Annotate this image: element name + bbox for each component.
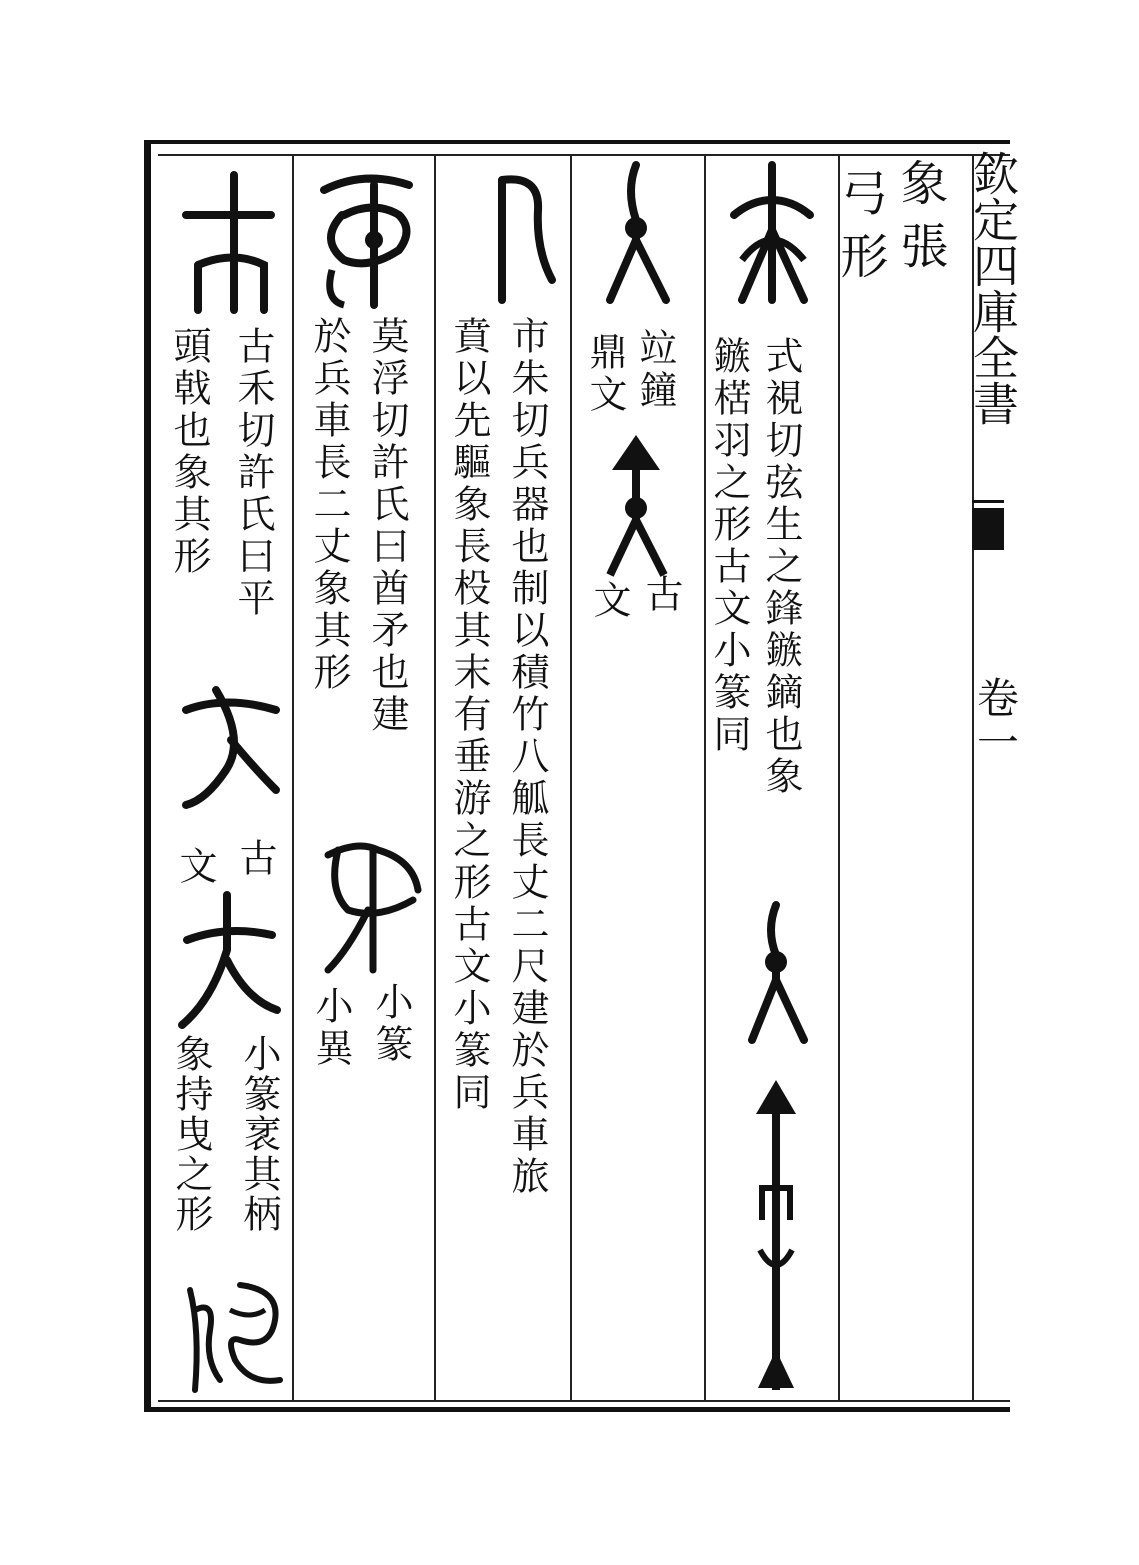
entry-text-c5c: 小篆 — [369, 982, 413, 1066]
volume-label: 卷一 — [971, 676, 1020, 764]
entry-text-c6a: 古禾切許氏曰平 — [231, 326, 275, 620]
seal-mao-xiaozhuan-icon — [318, 830, 428, 980]
seal-shi-arrow-icon — [722, 160, 822, 310]
entry-text-c3d: 文 — [587, 580, 631, 622]
seal-ge-icon — [176, 170, 276, 320]
seal-ge-xiaozhuan-a-icon — [172, 890, 282, 1030]
entry-text-c2a: 式視切弦生之鋒鏃鏑也象 — [759, 336, 803, 798]
entry-text-c2b: 鏃楛羽之形古文小篆同 — [707, 336, 751, 756]
book-title-margin: 欽定四庫全書 — [966, 150, 1020, 426]
entry-text-c6d: 文 — [173, 846, 217, 888]
seal-ge-xiaozhuan-b-icon — [180, 1270, 290, 1400]
entry-text-c5b: 於兵車長二丈象其形 — [307, 316, 351, 694]
fishtail-mark — [972, 508, 1004, 550]
column-rule — [434, 154, 436, 1400]
entry-text-c3a: 竝鐘 — [633, 328, 677, 412]
column-rule — [570, 154, 572, 1400]
seal-shu-icon — [480, 170, 560, 310]
entry-text-c5d: 小異 — [309, 986, 353, 1070]
seal-mao-icon — [314, 160, 424, 310]
entry-text-c6c: 古 — [233, 838, 277, 880]
entry-text-c3b: 鼎文 — [583, 332, 627, 416]
seal-ge-guwen-icon — [176, 680, 286, 810]
seal-shi-arrow-variant-icon — [598, 430, 678, 580]
frame-inner-bottom — [158, 1400, 1010, 1402]
seal-shi-long-arrow-icon — [742, 1070, 812, 1400]
entry-text-c6f: 象持曳之形 — [169, 1034, 213, 1234]
entry-text-c1a: 象張 — [892, 158, 948, 284]
seal-shi-bronze-icon — [738, 900, 818, 1050]
entry-text-c3c: 古 — [639, 574, 683, 616]
seal-shi-arrow-guwen-icon — [600, 160, 680, 310]
entry-text-c6e: 小篆衺其柄 — [237, 1034, 281, 1234]
entry-text-c6b: 頭戟也象其形 — [167, 326, 211, 578]
column-rule — [838, 154, 840, 1400]
frame-inner-top — [158, 154, 1010, 156]
column-rule — [704, 154, 706, 1400]
entry-text-c4a: 市朱切兵器也制以積竹八觚長丈二尺建於兵車旅 — [505, 316, 549, 1198]
entry-text-c5a: 莫浮切許氏曰酋矛也建 — [365, 316, 409, 736]
entry-text-c4b: 賁以先驅象長杸其末有垂游之形古文小篆同 — [447, 316, 491, 1114]
margin-rule — [972, 500, 1004, 503]
column-rule — [292, 154, 294, 1400]
entry-text-c1b: 弓形 — [832, 168, 888, 294]
